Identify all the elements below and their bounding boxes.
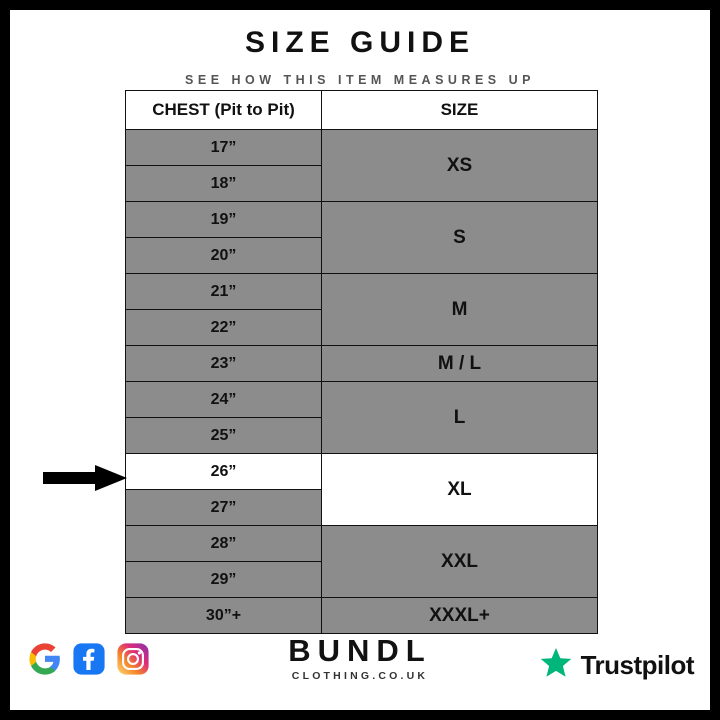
chest-value: 25”	[126, 418, 322, 454]
page-subtitle: SEE HOW THIS ITEM MEASURES UP	[185, 73, 535, 87]
trustpilot-star-icon	[539, 646, 573, 685]
size-table	[125, 90, 598, 634]
table-row[interactable]	[126, 202, 598, 238]
chest-value: 29”	[126, 562, 322, 598]
trustpilot-label: Trustpilot	[580, 650, 694, 680]
chest-value: 17”	[126, 130, 322, 166]
chest-value: 24”	[126, 382, 322, 418]
selection-arrow-icon	[43, 465, 127, 491]
table-row[interactable]	[126, 130, 598, 166]
size-value: XXXL+	[322, 598, 598, 634]
chest-value: 18”	[126, 166, 322, 202]
chest-value: 21”	[126, 274, 322, 310]
size-guide-card	[10, 10, 710, 710]
chest-value: 28”	[126, 526, 322, 562]
size-value: M	[322, 274, 598, 346]
size-table-wrapper	[125, 90, 595, 634]
chest-value: 23”	[126, 346, 322, 382]
size-value: L	[322, 382, 598, 454]
size-value: XL	[322, 454, 598, 526]
table-header-row	[126, 91, 598, 130]
footer	[10, 634, 710, 694]
chest-value: 22”	[126, 310, 322, 346]
size-value: XS	[322, 130, 598, 202]
chest-value: 20”	[126, 238, 322, 274]
table-row[interactable]	[126, 382, 598, 418]
page-title: SIZE GUIDE	[244, 26, 476, 59]
table-row[interactable]	[126, 346, 598, 382]
brand-name: BUNDL	[288, 633, 432, 668]
chest-value: 19”	[126, 202, 322, 238]
table-row[interactable]	[126, 274, 598, 310]
table-row-selected[interactable]	[126, 454, 598, 490]
chest-value: 26”	[126, 454, 322, 490]
chest-value: 27”	[126, 490, 322, 526]
table-row[interactable]	[126, 598, 598, 634]
chest-value: 30”+	[126, 598, 322, 634]
size-value: M / L	[322, 346, 598, 382]
trustpilot-badge[interactable]	[539, 646, 694, 685]
column-header-chest: CHEST (Pit to Pit)	[126, 91, 322, 130]
size-value: S	[322, 202, 598, 274]
brand-domain: CLOTHING.CO.UK	[291, 670, 429, 682]
table-row[interactable]	[126, 526, 598, 562]
size-value: XXL	[322, 526, 598, 598]
column-header-size: SIZE	[322, 91, 598, 130]
